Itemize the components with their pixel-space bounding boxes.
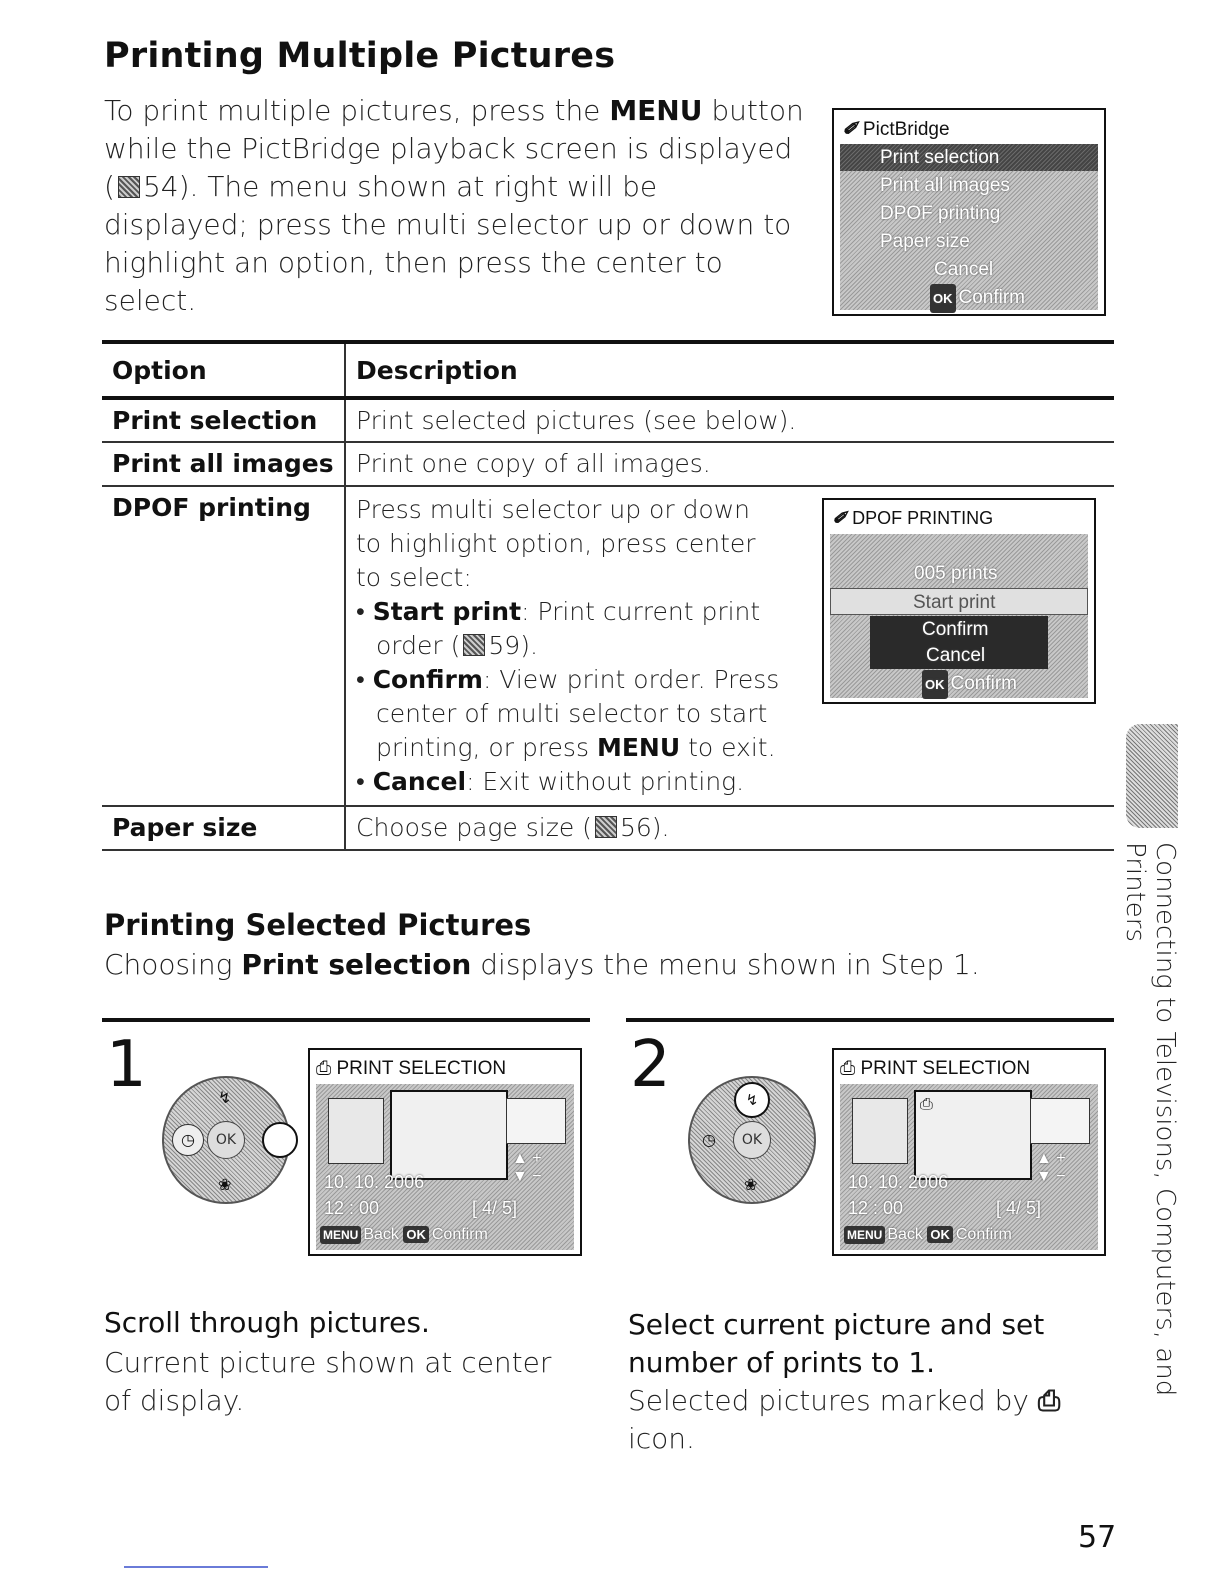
section-intro: Choosing Print selection displays the menu shown in Step 1.: [104, 948, 980, 981]
option-dpof: DPOF printing: [102, 486, 345, 806]
desc-print-all: Print one copy of all images.: [345, 442, 1114, 486]
print-icon: ⎙: [316, 1058, 337, 1079]
table-row: [102, 398, 1114, 442]
chapter-tab: [1126, 724, 1178, 828]
screen-footer: MENU Back OK Confirm: [844, 1226, 1012, 1244]
table-row: [102, 442, 1114, 486]
header-description: Description: [345, 342, 1114, 398]
up-down-arrows-icon: ▲ + ▼ −: [1036, 1150, 1066, 1185]
step2-text: Selected pictures marked by ⎙ icon.: [628, 1384, 1061, 1455]
print-selection-screen-2: [832, 1048, 1106, 1256]
step2-heading: Select current picture and set number of prints to 1.: [628, 1308, 1045, 1379]
menu-confirm-hint: OK Confirm: [840, 284, 1098, 311]
header-option: Option: [102, 342, 345, 398]
print-icon: ⎙: [840, 1058, 861, 1079]
ok-button-icon: OK: [930, 284, 956, 313]
up-button-highlight-icon: ↯: [734, 1082, 770, 1118]
dpof-print-count: 005 prints: [914, 563, 998, 584]
intro-paragraph: To print multiple pictures, press the MENU button while the PictBridge playback screen is displayed ( 54). The menu shown at right will be displayed; press the multi selector up or down to highlight an option, then press the center to select.: [104, 94, 804, 317]
dpof-printing-screen: [822, 498, 1096, 704]
page-ref-icon: [118, 176, 140, 198]
bullet-confirm: • Confirm: View print order. Press center of multi selector to start printing, or press MENU to exit.: [356, 665, 780, 762]
page-ref-icon: [463, 634, 485, 656]
thumbnail-prev: [852, 1098, 908, 1164]
option-print-all: Print all images: [102, 442, 345, 486]
step-number-1: 1: [106, 1028, 147, 1102]
menu-item-paper-size: Paper size: [880, 231, 970, 252]
thumbnail-next: [1030, 1098, 1090, 1144]
pictbridge-icon: ✐: [832, 508, 848, 528]
page-number: 57: [1078, 1520, 1117, 1555]
picture-counter: [ 4/ 5]: [996, 1198, 1042, 1218]
screen-title: ⎙ PRINT SELECTION: [316, 1058, 507, 1079]
menu-button-icon: MENU: [844, 1226, 885, 1244]
section-heading-selected: Printing Selected Pictures: [104, 908, 532, 942]
bullet-cancel: • Cancel: Exit without printing.: [356, 767, 745, 796]
chapter-title: Connecting to Televisions, Computers, and Printers: [1120, 842, 1180, 1397]
print-selection-screen-1: [308, 1048, 582, 1256]
page-ref-icon: [595, 816, 617, 838]
print-icon: ⎙: [1037, 1384, 1061, 1417]
ok-button-icon: OK: [922, 670, 948, 699]
picture-time: 12 : 00: [324, 1198, 380, 1218]
option-print-selection: Print selection: [102, 398, 345, 442]
picture-browser: [316, 1084, 574, 1250]
table-row: [102, 806, 1114, 850]
picture-time: 12 : 00: [848, 1198, 904, 1218]
multi-selector-dial: [688, 1076, 816, 1204]
pictbridge-icon: ✐: [842, 119, 858, 140]
thumbnail-current: [390, 1090, 508, 1180]
step1-heading: Scroll through pictures.: [104, 1306, 430, 1339]
menu-keyword: MENU: [609, 94, 703, 127]
table-header-row: [102, 342, 1114, 398]
pictbridge-menu-list: [840, 144, 1098, 310]
ok-button: OK: [733, 1121, 771, 1159]
bullet-start-print: • Start print: Print current print order ( 59).: [356, 597, 761, 660]
page-title: Printing Multiple Pictures: [104, 36, 616, 76]
dpof-item-cancel: Cancel: [870, 642, 1048, 669]
step2-rule: [626, 1018, 1114, 1022]
menu-item-print-all: Print all images: [880, 175, 1010, 196]
ok-button-icon: OK: [403, 1226, 429, 1243]
dpof-confirm-hint: OK Confirm: [830, 670, 1088, 697]
desc-dpof: Press multi selector up or down to highlight option, press center to select: • Start print: Print current print order ( 59). • Confirm: View print order. Press center of multi selector to start printing, or press MENU to exit. • Cancel: Exit without printing.: [345, 486, 1114, 806]
self-timer-icon: ◷: [702, 1130, 716, 1149]
screen-footer: MENU Back OK Confirm: [320, 1226, 488, 1244]
picture-date: 10. 10. 2006: [324, 1172, 425, 1192]
menu-button-icon: MENU: [320, 1226, 361, 1244]
step1-rule: [102, 1018, 590, 1022]
option-paper-size: Paper size: [102, 806, 345, 850]
picture-browser: [840, 1084, 1098, 1250]
step1-text: Current picture shown at center of display.: [104, 1346, 552, 1417]
right-button-highlight-icon: [262, 1122, 298, 1158]
thumbnail-next: [506, 1098, 566, 1144]
menu-item-print-selection: Print selection: [840, 144, 1098, 171]
ok-button-icon: OK: [927, 1226, 953, 1243]
pictbridge-screen-title: ✐ PictBridge: [842, 119, 950, 140]
screen-title: ⎙ PRINT SELECTION: [840, 1058, 1031, 1079]
self-timer-icon: ◷: [172, 1124, 204, 1156]
dpof-item-confirm: Confirm: [870, 616, 1048, 643]
dpof-screen-title: ✐ DPOF PRINTING: [832, 508, 994, 528]
macro-icon: ❀: [218, 1175, 232, 1194]
step-number-2: 2: [630, 1028, 671, 1102]
picture-counter: [ 4/ 5]: [472, 1198, 518, 1218]
desc-print-selection: Print selected pictures (see below).: [345, 398, 1114, 442]
multi-selector-dial: [162, 1076, 290, 1204]
dpof-menu: [830, 534, 1088, 698]
flash-icon: ↯: [218, 1088, 232, 1107]
macro-icon: ❀: [744, 1175, 758, 1194]
dpof-item-start-print: Start print: [830, 588, 1088, 615]
thumbnail-prev: [328, 1098, 384, 1164]
pictbridge-menu-screen: [832, 108, 1106, 316]
picture-date: 10. 10. 2006: [848, 1172, 949, 1192]
footer-line: [124, 1566, 268, 1568]
print-mark-icon: ⎙: [920, 1096, 933, 1113]
ok-button: OK: [207, 1121, 245, 1159]
desc-paper-size: Choose page size ( 56).: [345, 806, 1114, 850]
menu-item-cancel: Cancel: [934, 259, 994, 280]
menu-item-dpof: DPOF printing: [880, 203, 1001, 224]
up-down-arrows-icon: ▲ + ▼ −: [512, 1150, 542, 1185]
